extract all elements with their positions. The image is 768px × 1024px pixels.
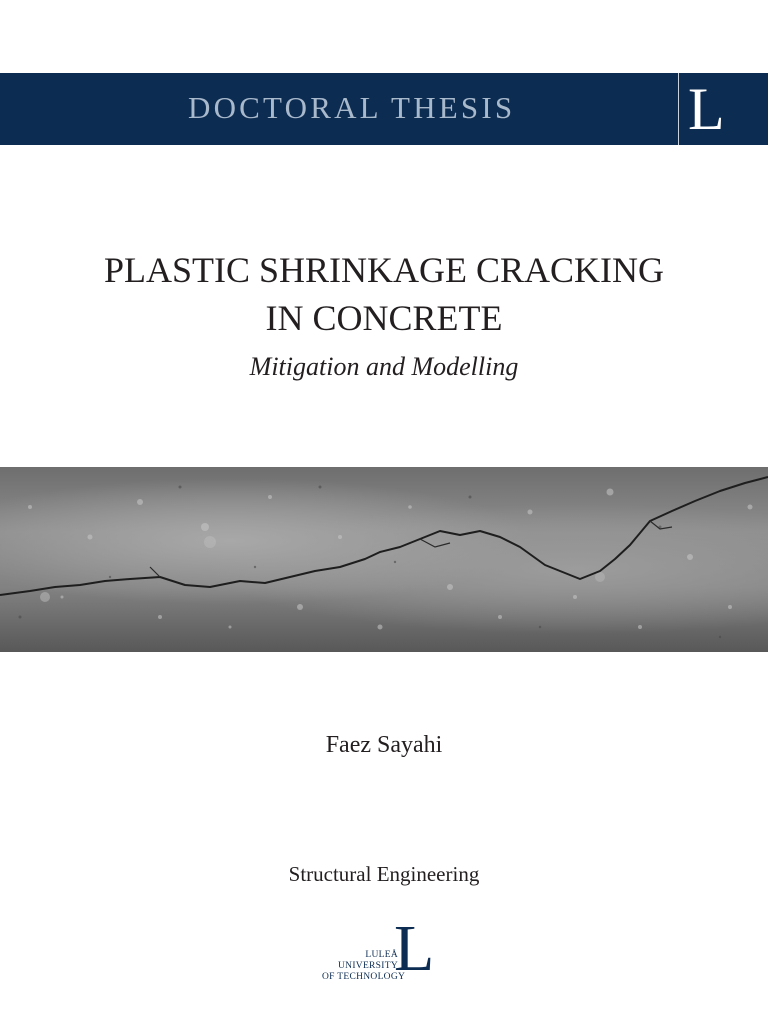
crack-illustration (0, 467, 768, 652)
crack-branch (150, 521, 672, 577)
thesis-title-line-1: PLASTIC SHRINKAGE CRACKING (103, 250, 665, 290)
university-logo-line-2: UNIVERSITY (338, 961, 398, 971)
university-logo-line-3: OF TECHNOLOGY (322, 972, 406, 982)
thesis-subtitle: Mitigation and Modelling (249, 352, 519, 381)
thesis-banner (0, 73, 768, 145)
author-name: Faez Sayahi (325, 732, 443, 758)
banner-title: DOCTORAL THESIS (188, 90, 516, 125)
banner-logo-letter: L (688, 76, 725, 142)
university-logo-letter: L (394, 912, 435, 985)
university-logo (318, 912, 458, 986)
department-name: Structural Engineering (288, 862, 480, 886)
concrete-pores (19, 486, 722, 639)
banner-divider (678, 73, 679, 145)
concrete-crack-photo (0, 467, 768, 652)
concrete-texture (28, 489, 753, 630)
thesis-title-line-2: IN CONCRETE (265, 298, 503, 338)
crack-line (0, 477, 768, 595)
university-logo-line-1: LULEÅ (365, 950, 398, 960)
